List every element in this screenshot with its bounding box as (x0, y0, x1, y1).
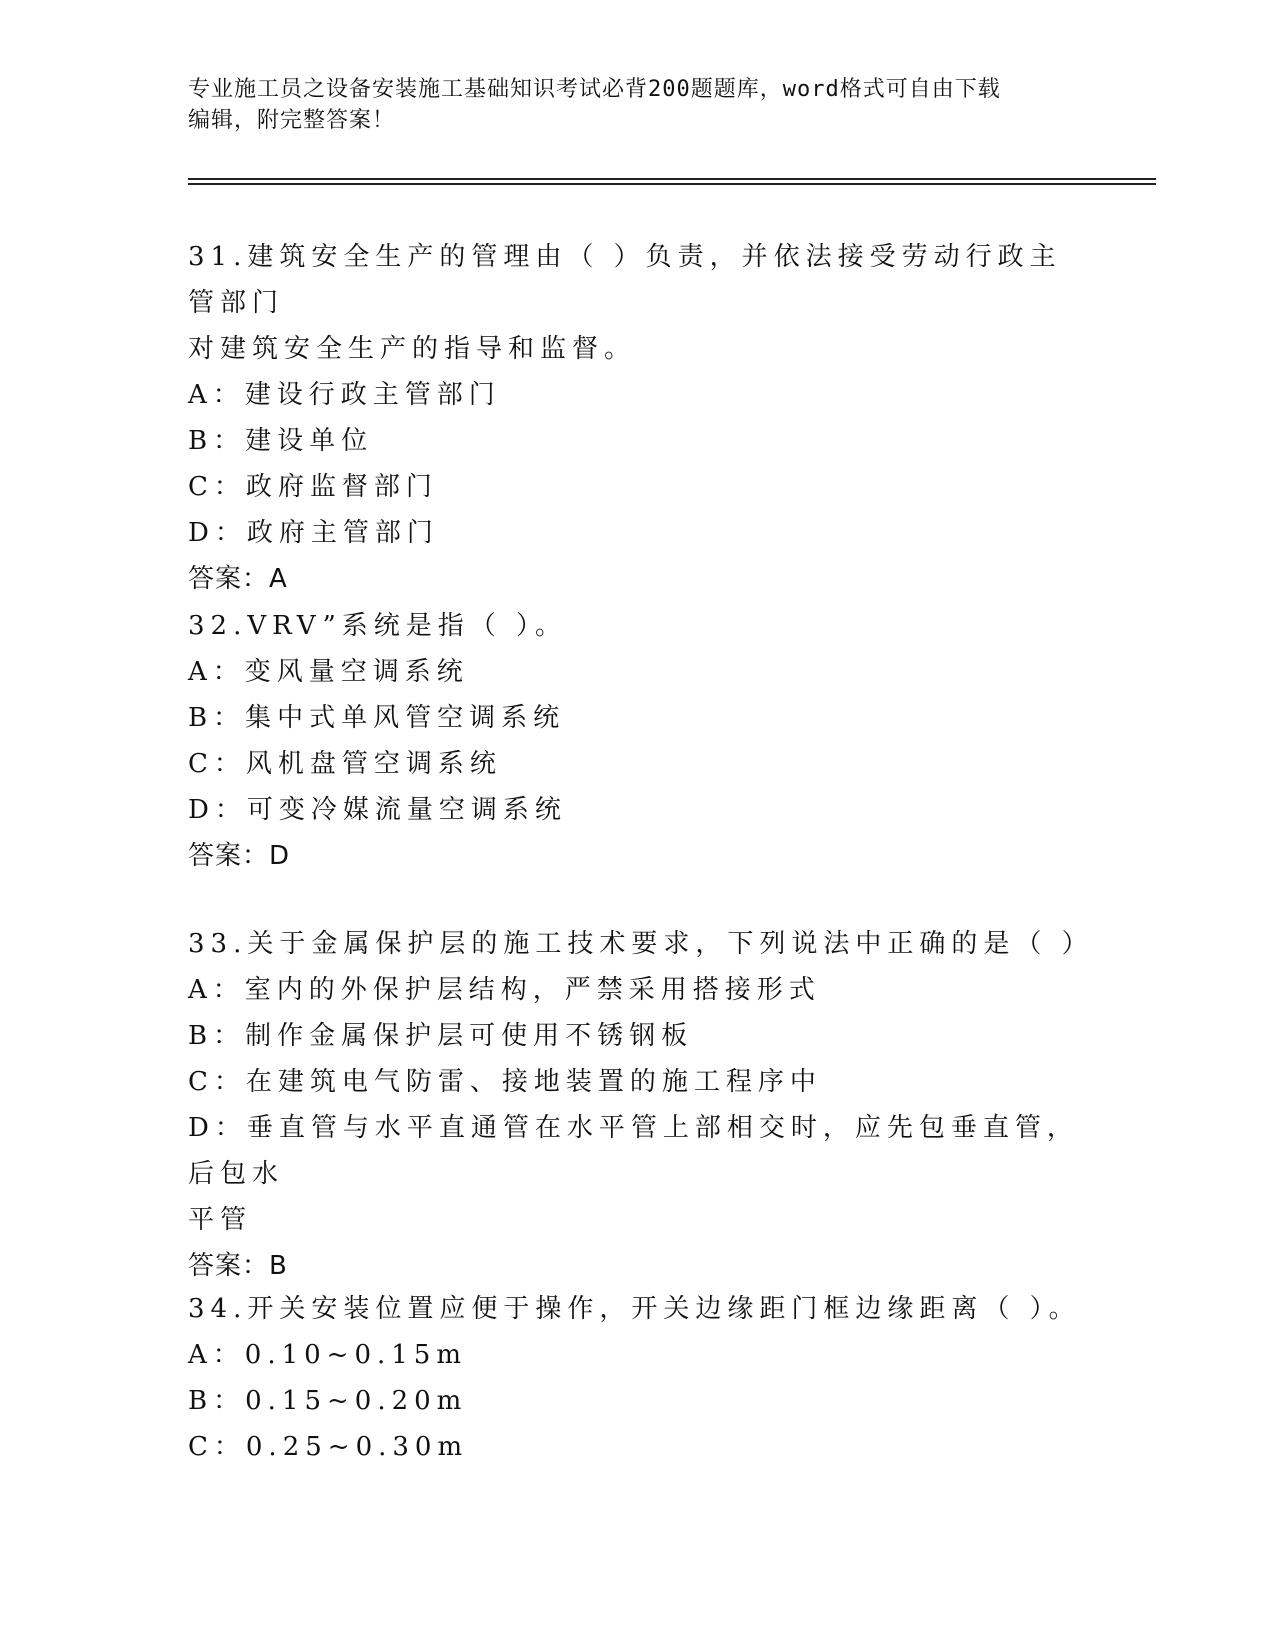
option-b: B：建设单位 (188, 426, 374, 456)
option-b: B：集中式单风管空调系统 (188, 703, 566, 733)
question-31 (188, 234, 1088, 602)
question-stem-line: 34.开关安装位置应便于操作，开关边缘距门框边缘距离（ ）。 (188, 1294, 1081, 1324)
answer-label: 答案：D (188, 841, 291, 871)
option-d: D：政府主管部门 (188, 518, 439, 548)
document-header (188, 74, 1088, 136)
option-b: B：0.15~0.20m (188, 1386, 468, 1416)
question-33 (188, 921, 1094, 1289)
option-a: A：变风量空调系统 (188, 657, 469, 687)
question-stem-line: 31.建筑安全生产的管理由（ ）负责，并依法接受劳动行政主管部门 (188, 242, 1062, 318)
header-divider-bottom (188, 183, 1156, 185)
option-c: C：政府监督部门 (188, 472, 438, 502)
option-a: A：室内的外保护层结构，严禁采用搭接形式 (188, 975, 821, 1005)
question-32 (188, 603, 1088, 879)
header-line-1: 专业施工员之设备安装施工基础知识考试必背200题题库，word格式可自由下载 (188, 77, 1001, 102)
option-d-continuation: 平管 (188, 1205, 253, 1235)
question-34 (188, 1286, 1088, 1470)
option-c: C：风机盘管空调系统 (188, 749, 502, 779)
option-b: B：制作金属保护层可使用不锈钢板 (188, 1021, 694, 1051)
question-stem-line: 33.关于金属保护层的施工技术要求，下列说法中正确的是（ ） (188, 929, 1094, 959)
option-a: A：0.10~0.15m (188, 1340, 467, 1370)
answer-label: 答案：A (188, 564, 288, 594)
answer-label: 答案：B (188, 1251, 288, 1281)
header-divider-top (188, 178, 1156, 180)
option-c: C：在建筑电气防雷、接地装置的施工程序中 (188, 1067, 822, 1097)
option-a: A：建设行政主管部门 (188, 380, 501, 410)
question-stem-line: 32.VRV”系统是指（ ）。 (188, 611, 568, 641)
question-stem-line: 对建筑安全生产的指导和监督。 (188, 334, 637, 364)
option-d: D：可变冷媒流量空调系统 (188, 795, 567, 825)
option-d: D：垂直管与水平直通管在水平管上部相交时，应先包垂直管，后包水 (188, 1113, 1079, 1189)
option-c: C：0.25~0.30m (188, 1432, 469, 1462)
header-line-2: 编辑，附完整答案！ (188, 108, 396, 133)
